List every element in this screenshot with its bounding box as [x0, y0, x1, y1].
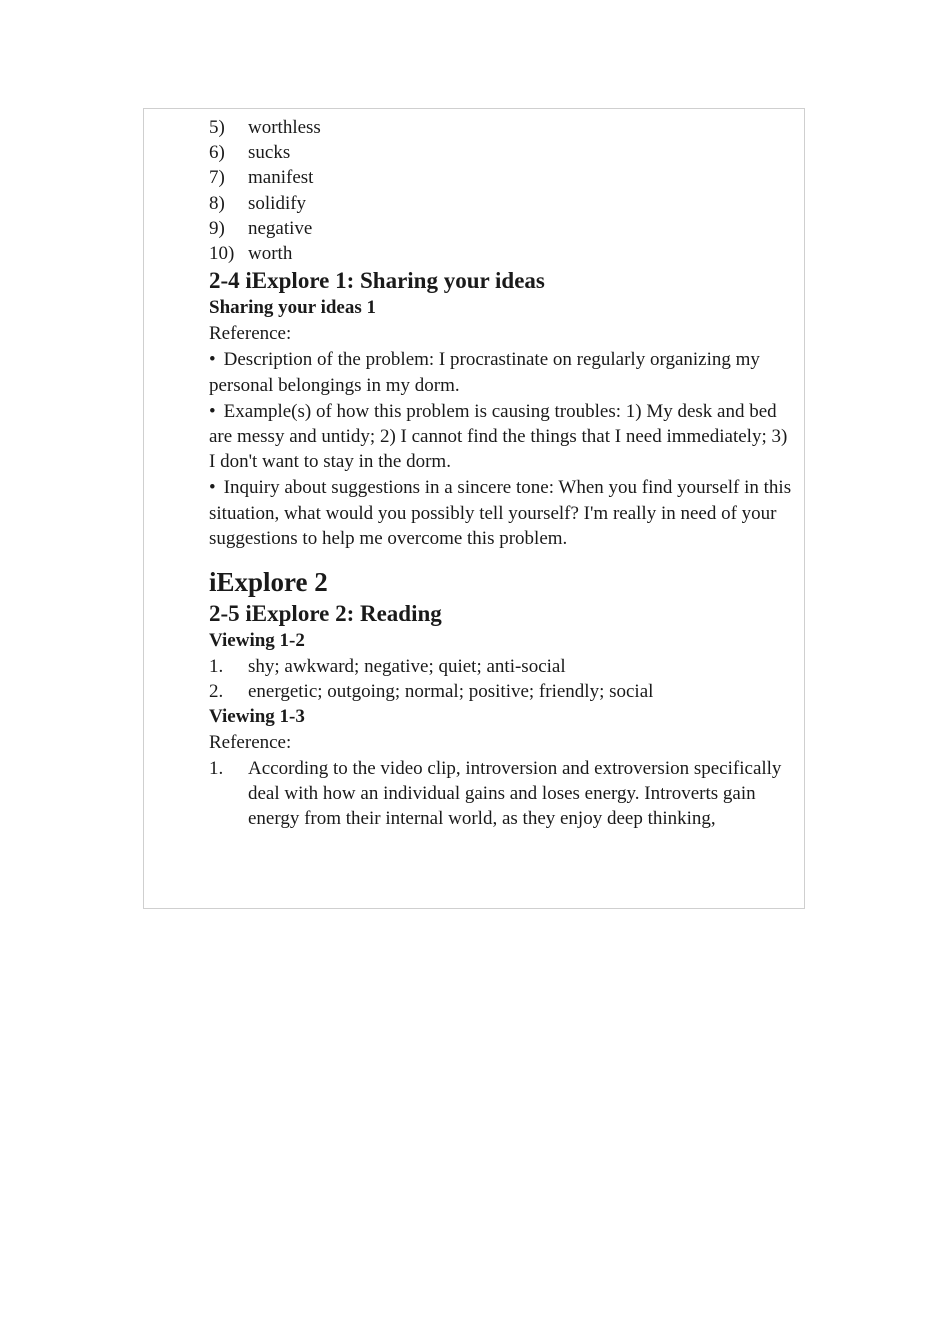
list-item	[209, 165, 794, 190]
section-2-5-title: 2-5 iExplore 2: Reading	[209, 601, 442, 627]
item-text: negative	[248, 217, 313, 239]
section-2-4-title: 2-4 iExplore 1: Sharing your ideas	[209, 268, 545, 294]
bullet-paragraph	[209, 347, 794, 397]
list-item	[209, 115, 794, 140]
bullet-paragraph	[209, 399, 794, 475]
item-number: 2.	[209, 681, 224, 703]
list-item	[209, 241, 794, 266]
list-item	[209, 191, 794, 216]
item-text: solidify	[248, 192, 307, 214]
bullet-icon: •	[209, 477, 216, 499]
item-text: manifest	[248, 167, 314, 189]
item-text: sucks	[248, 142, 291, 164]
list-item	[209, 216, 794, 241]
item-number: 1.	[209, 656, 224, 678]
list-item	[209, 756, 794, 832]
viewing-1-3-list	[209, 756, 794, 832]
list-item	[209, 654, 794, 679]
item-text: energetic; outgoing; normal; positive; friendly; social	[248, 681, 654, 703]
iexplore-2-heading: iExplore 2	[209, 567, 328, 598]
item-number: 7)	[209, 167, 225, 189]
item-number: 9)	[209, 217, 225, 239]
viewing-1-3-title: Viewing 1-3	[209, 706, 305, 728]
item-number: 10)	[209, 243, 235, 265]
bullet-text: Example(s) of how this problem is causing troubles: 1) My desk and bed are messy and untidy; 2) I cannot find the things that I need immediately; 3) I don't want to stay in the dorm.	[209, 400, 788, 473]
item-text: According to the video clip, introversion and extroversion specifically deal with how an individual gains and loses energy. Introverts gain energy from their internal world, as they enjoy deep thinking,	[248, 757, 782, 830]
list-item	[209, 140, 794, 165]
bullet-text: Description of the problem: I procrastinate on regularly organizing my personal belongings in my dorm.	[209, 349, 760, 396]
list-item	[209, 679, 794, 704]
item-number: 8)	[209, 192, 225, 214]
viewing-1-2-list	[209, 654, 794, 704]
item-text: shy; awkward; negative; quiet; anti-social	[248, 656, 566, 678]
bullet-paragraph	[209, 475, 794, 551]
item-number: 5)	[209, 117, 225, 138]
page-content	[209, 115, 794, 831]
item-text: worthless	[248, 117, 321, 138]
viewing-1-2-title: Viewing 1-2	[209, 630, 305, 652]
item-text: worth	[248, 243, 293, 265]
bullet-icon: •	[209, 400, 216, 422]
reference-label: Reference:	[209, 323, 292, 345]
reference-label: Reference:	[209, 732, 292, 754]
bullet-text: Inquiry about suggestions in a sincere tone: When you find yourself in this situation, what would you possibly tell yourself? I'm really in need of your suggestions to help me overcome this problem.	[209, 477, 792, 549]
bullet-icon: •	[209, 349, 216, 371]
item-number: 6)	[209, 142, 225, 164]
item-number: 1.	[209, 757, 224, 779]
document-page	[143, 108, 805, 909]
vocab-list	[209, 115, 794, 266]
sharing-ideas-subtitle: Sharing your ideas 1	[209, 297, 376, 319]
